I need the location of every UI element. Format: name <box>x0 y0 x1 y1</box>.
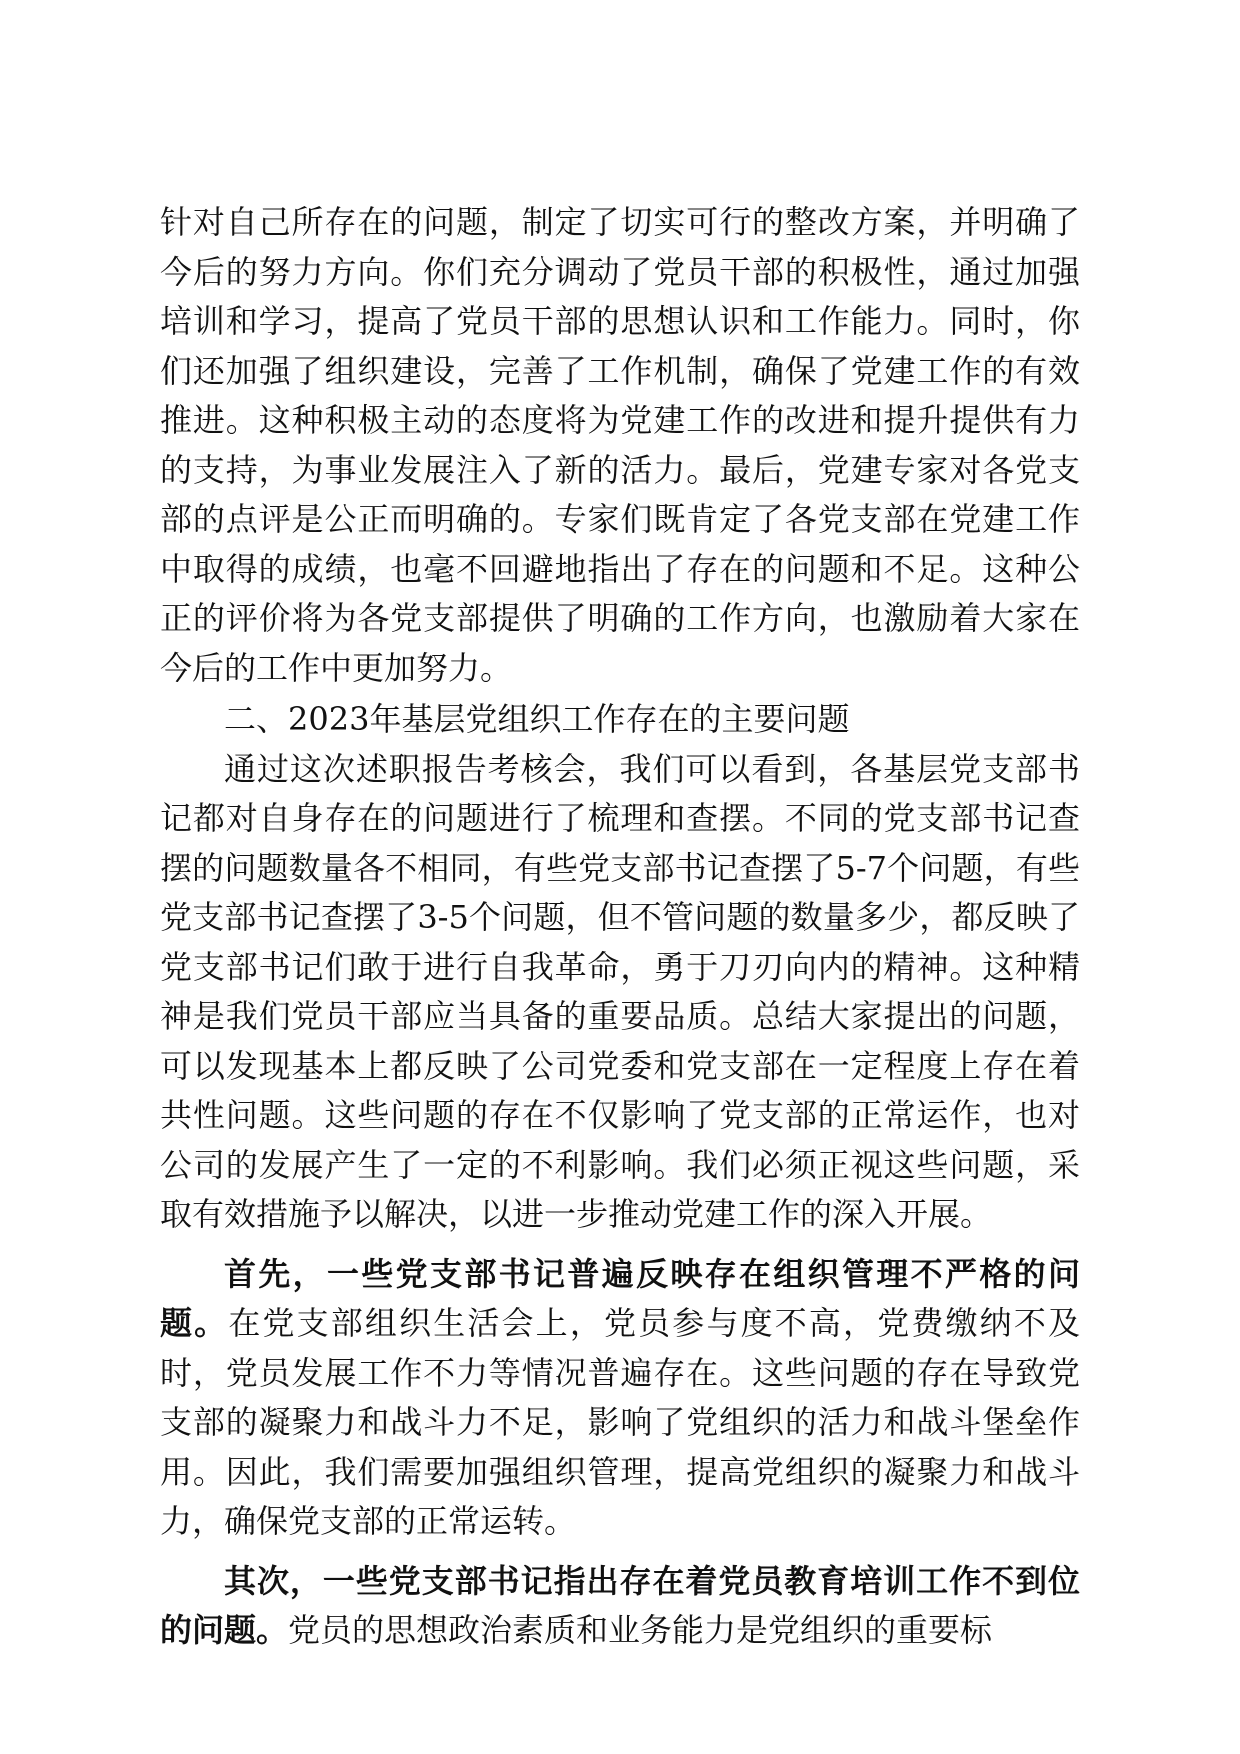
paragraph-point-1 <box>160 1250 1080 1547</box>
document-page <box>160 198 1080 1656</box>
paragraph-intro: 通过这次述职报告考核会，我们可以看到，各基层党支部书记都对自身存在的问题进行了梳理和查摆。不同的党支部书记查摆的问题数量各不相同，有些党支部书记查摆了5-7个问题，有些党支部书记查摆了3-5个问题，但不管问题的数量多少，都反映了党支部书记们敢于进行自我革命，勇于刀刃向内的精神。这种精神是我们党员干部应当具备的重要品质。总结大家提出的问题，可以发现基本上都反映了公司党委和党支部在一定程度上存在着共性问题。这些问题的存在不仅影响了党支部的正常运作，也对公司的发展产生了一定的不利影响。我们必须正视这些问题，采取有效措施予以解决，以进一步推动党建工作的深入开展。 <box>160 749 1080 1233</box>
paragraph-point-2 <box>160 1557 1080 1656</box>
point-2-text: 党员的思想政治素质和业务能力是党组织的重要标 <box>288 1611 993 1649</box>
point-1-bold-lead: 首先，一些党支部书记普遍反映存在组织管理不严格的问题。 <box>160 1254 1080 1342</box>
point-1-text: 在党支部组织生活会上，党员参与度不高，党费缴纳不及时，党员发展工作不力等情况普遍存在。这些问题的存在导致党支部的凝聚力和战斗力不足，影响了党组织的活力和战斗堡垒作用。因此，我们需要加强组织管理，提高党组织的凝聚力和战斗力，确保党支部的正常运转。 <box>160 1304 1080 1540</box>
point-2-bold-lead: 其次，一些党支部书记指出存在着党员教育培训工作不到位的问题。 <box>160 1561 1080 1649</box>
paragraph-continued: 针对自己所存在的问题，制定了切实可行的整改方案，并明确了今后的努力方向。你们充分调动了党员干部的积极性，通过加强培训和学习，提高了党员干部的思想认识和工作能力。同时，你们还加强了组织建设，完善了工作机制，确保了党建工作的有效推进。这种积极主动的态度将为党建工作的改进和提升提供有力的支持，为事业发展注入了新的活力。最后，党建专家对各党支部的点评是公正而明确的。专家们既肯定了各党支部在党建工作中取得的成绩，也毫不回避地指出了存在的问题和不足。这种公正的评价将为各党支部提供了明确的工作方向，也激励着大家在今后的工作中更加努力。 <box>160 203 1080 687</box>
section-heading: 二、2023年基层党组织工作存在的主要问题 <box>224 700 850 738</box>
